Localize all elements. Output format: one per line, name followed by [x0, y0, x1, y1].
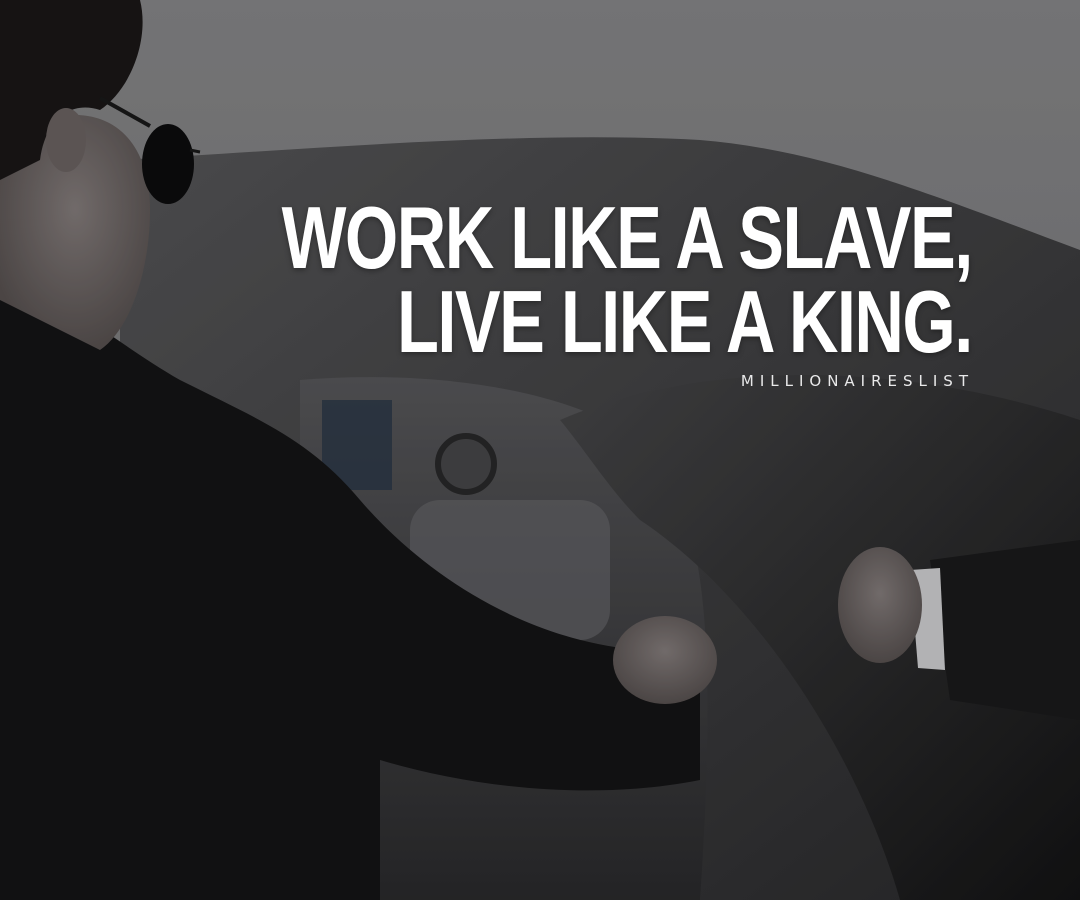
quote-text	[281, 188, 972, 371]
watermark-brand: MILLIONAIRESLIST	[740, 372, 974, 390]
quote-line-2: LIVE LIKE A KING.	[397, 272, 972, 371]
quote-line-1: WORK LIKE A SLAVE,	[281, 188, 972, 287]
